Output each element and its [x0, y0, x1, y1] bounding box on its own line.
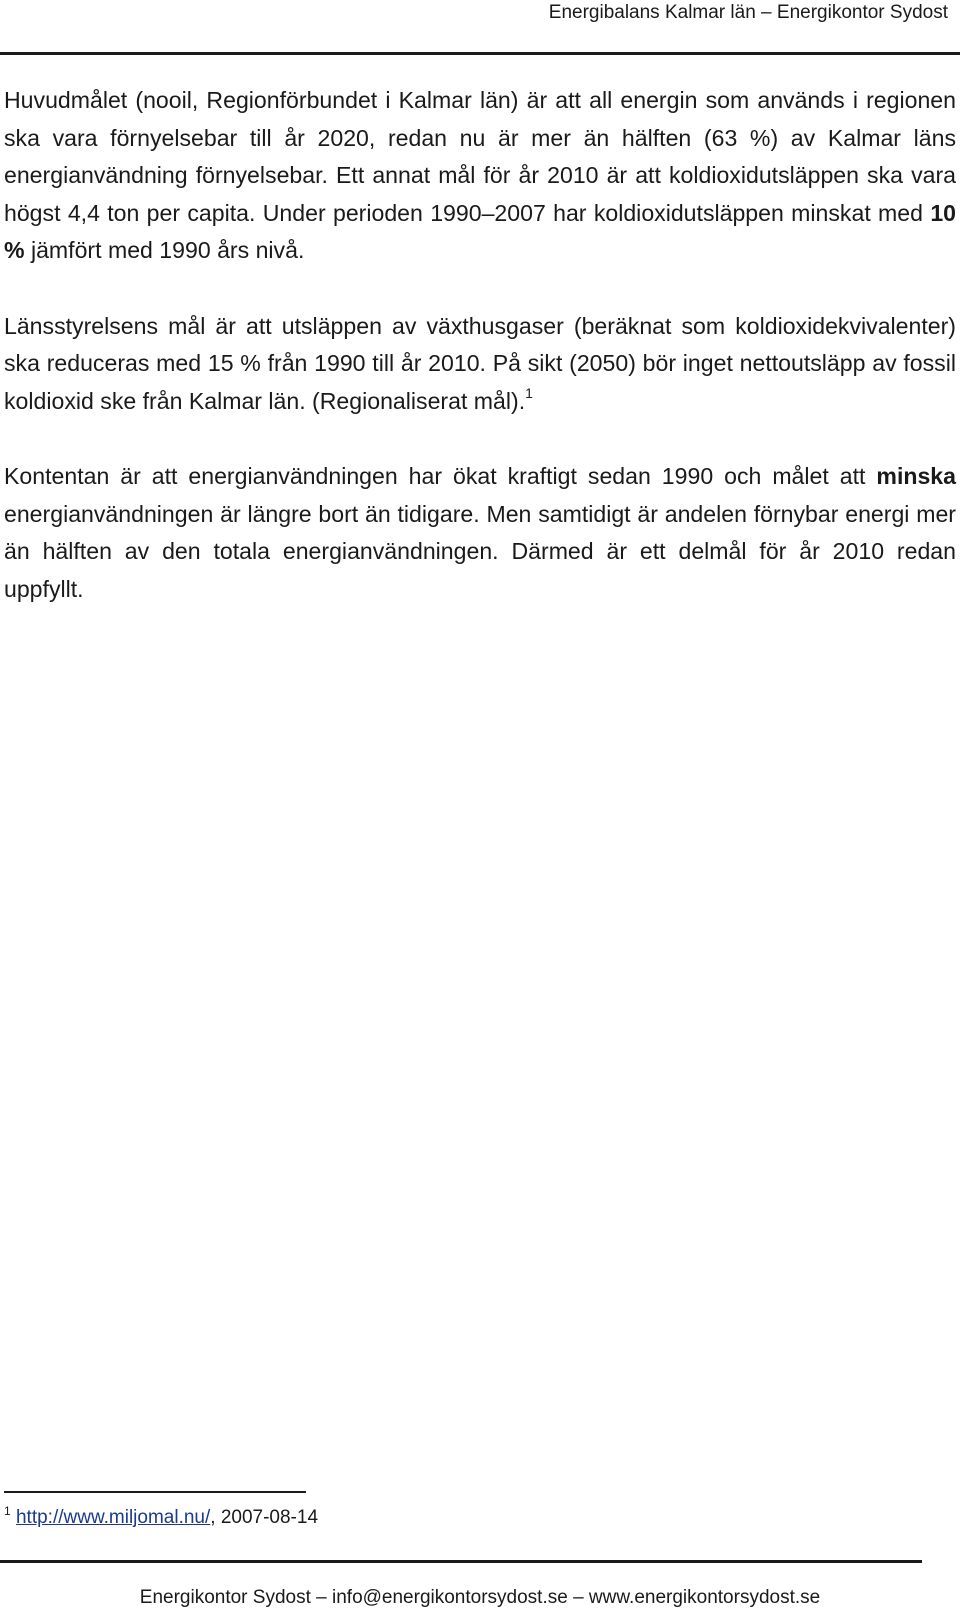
footer-rule	[0, 1560, 922, 1563]
paragraph-conclusion-text-end: energianvändningen är längre bort än tidigare. Men samtidigt är andelen förnybar energi mer än hälften av den totala energianvändningen. Därmed är ett delmål för år 2010 redan uppfyllt.	[4, 500, 956, 602]
paragraph-goals-text: Huvudmålet (nooil, Regionförbundet i Kalmar län) är att all energin som används i regionen ska vara förnyelsebar till år 2020, redan nu är mer än hälften (63 %) av Kalmar läns energianvändning förnyelsebar. Ett annat mål för år 2010 är att koldioxidutsläppen ska vara högst 4,4 ton per capita. Under perioden 1990–2007 har koldioxidutsläppen minskat med	[4, 87, 956, 226]
paragraph-conclusion-text: Kontentan är att energianvändningen har ökat kraftigt sedan 1990 och målet att	[4, 462, 877, 489]
document-body	[4, 82, 956, 608]
paragraph-conclusion	[4, 458, 956, 608]
page-header: Energibalans Kalmar län – Energikontor Sydost	[548, 2, 948, 23]
footnote	[4, 1503, 318, 1533]
footnote-link[interactable]: http://www.miljomal.nu/	[15, 1507, 211, 1528]
footnote-number: 1	[4, 1503, 11, 1518]
paragraph-county-goals	[4, 308, 956, 421]
paragraph-conclusion-emphasis: minska	[876, 462, 956, 489]
page-footer: Energikontor Sydost – info@energikontorsydost.se – www.energikontorsydost.se	[139, 1587, 821, 1608]
header-rule	[0, 52, 960, 55]
paragraph-goals	[4, 82, 956, 270]
footnote-reference[interactable]: 1	[525, 385, 533, 402]
paragraph-county-goals-text: Länsstyrelsens mål är att utsläppen av växthusgaser (beräknat som koldioxidekvivalenter) ska reduceras med 15 % från 1990 till år 2010. På sikt (2050) bör inget nettoutsläpp av fossil koldioxid ske från Kalmar län. (Regionaliserat mål).	[4, 312, 956, 414]
footnote-separator	[4, 1491, 306, 1493]
footnote-date: , 2007-08-14	[210, 1507, 319, 1528]
paragraph-goals-emphasis: 10 %	[4, 199, 956, 264]
paragraph-goals-text-end: jämfört med 1990 års nivå.	[24, 237, 305, 264]
